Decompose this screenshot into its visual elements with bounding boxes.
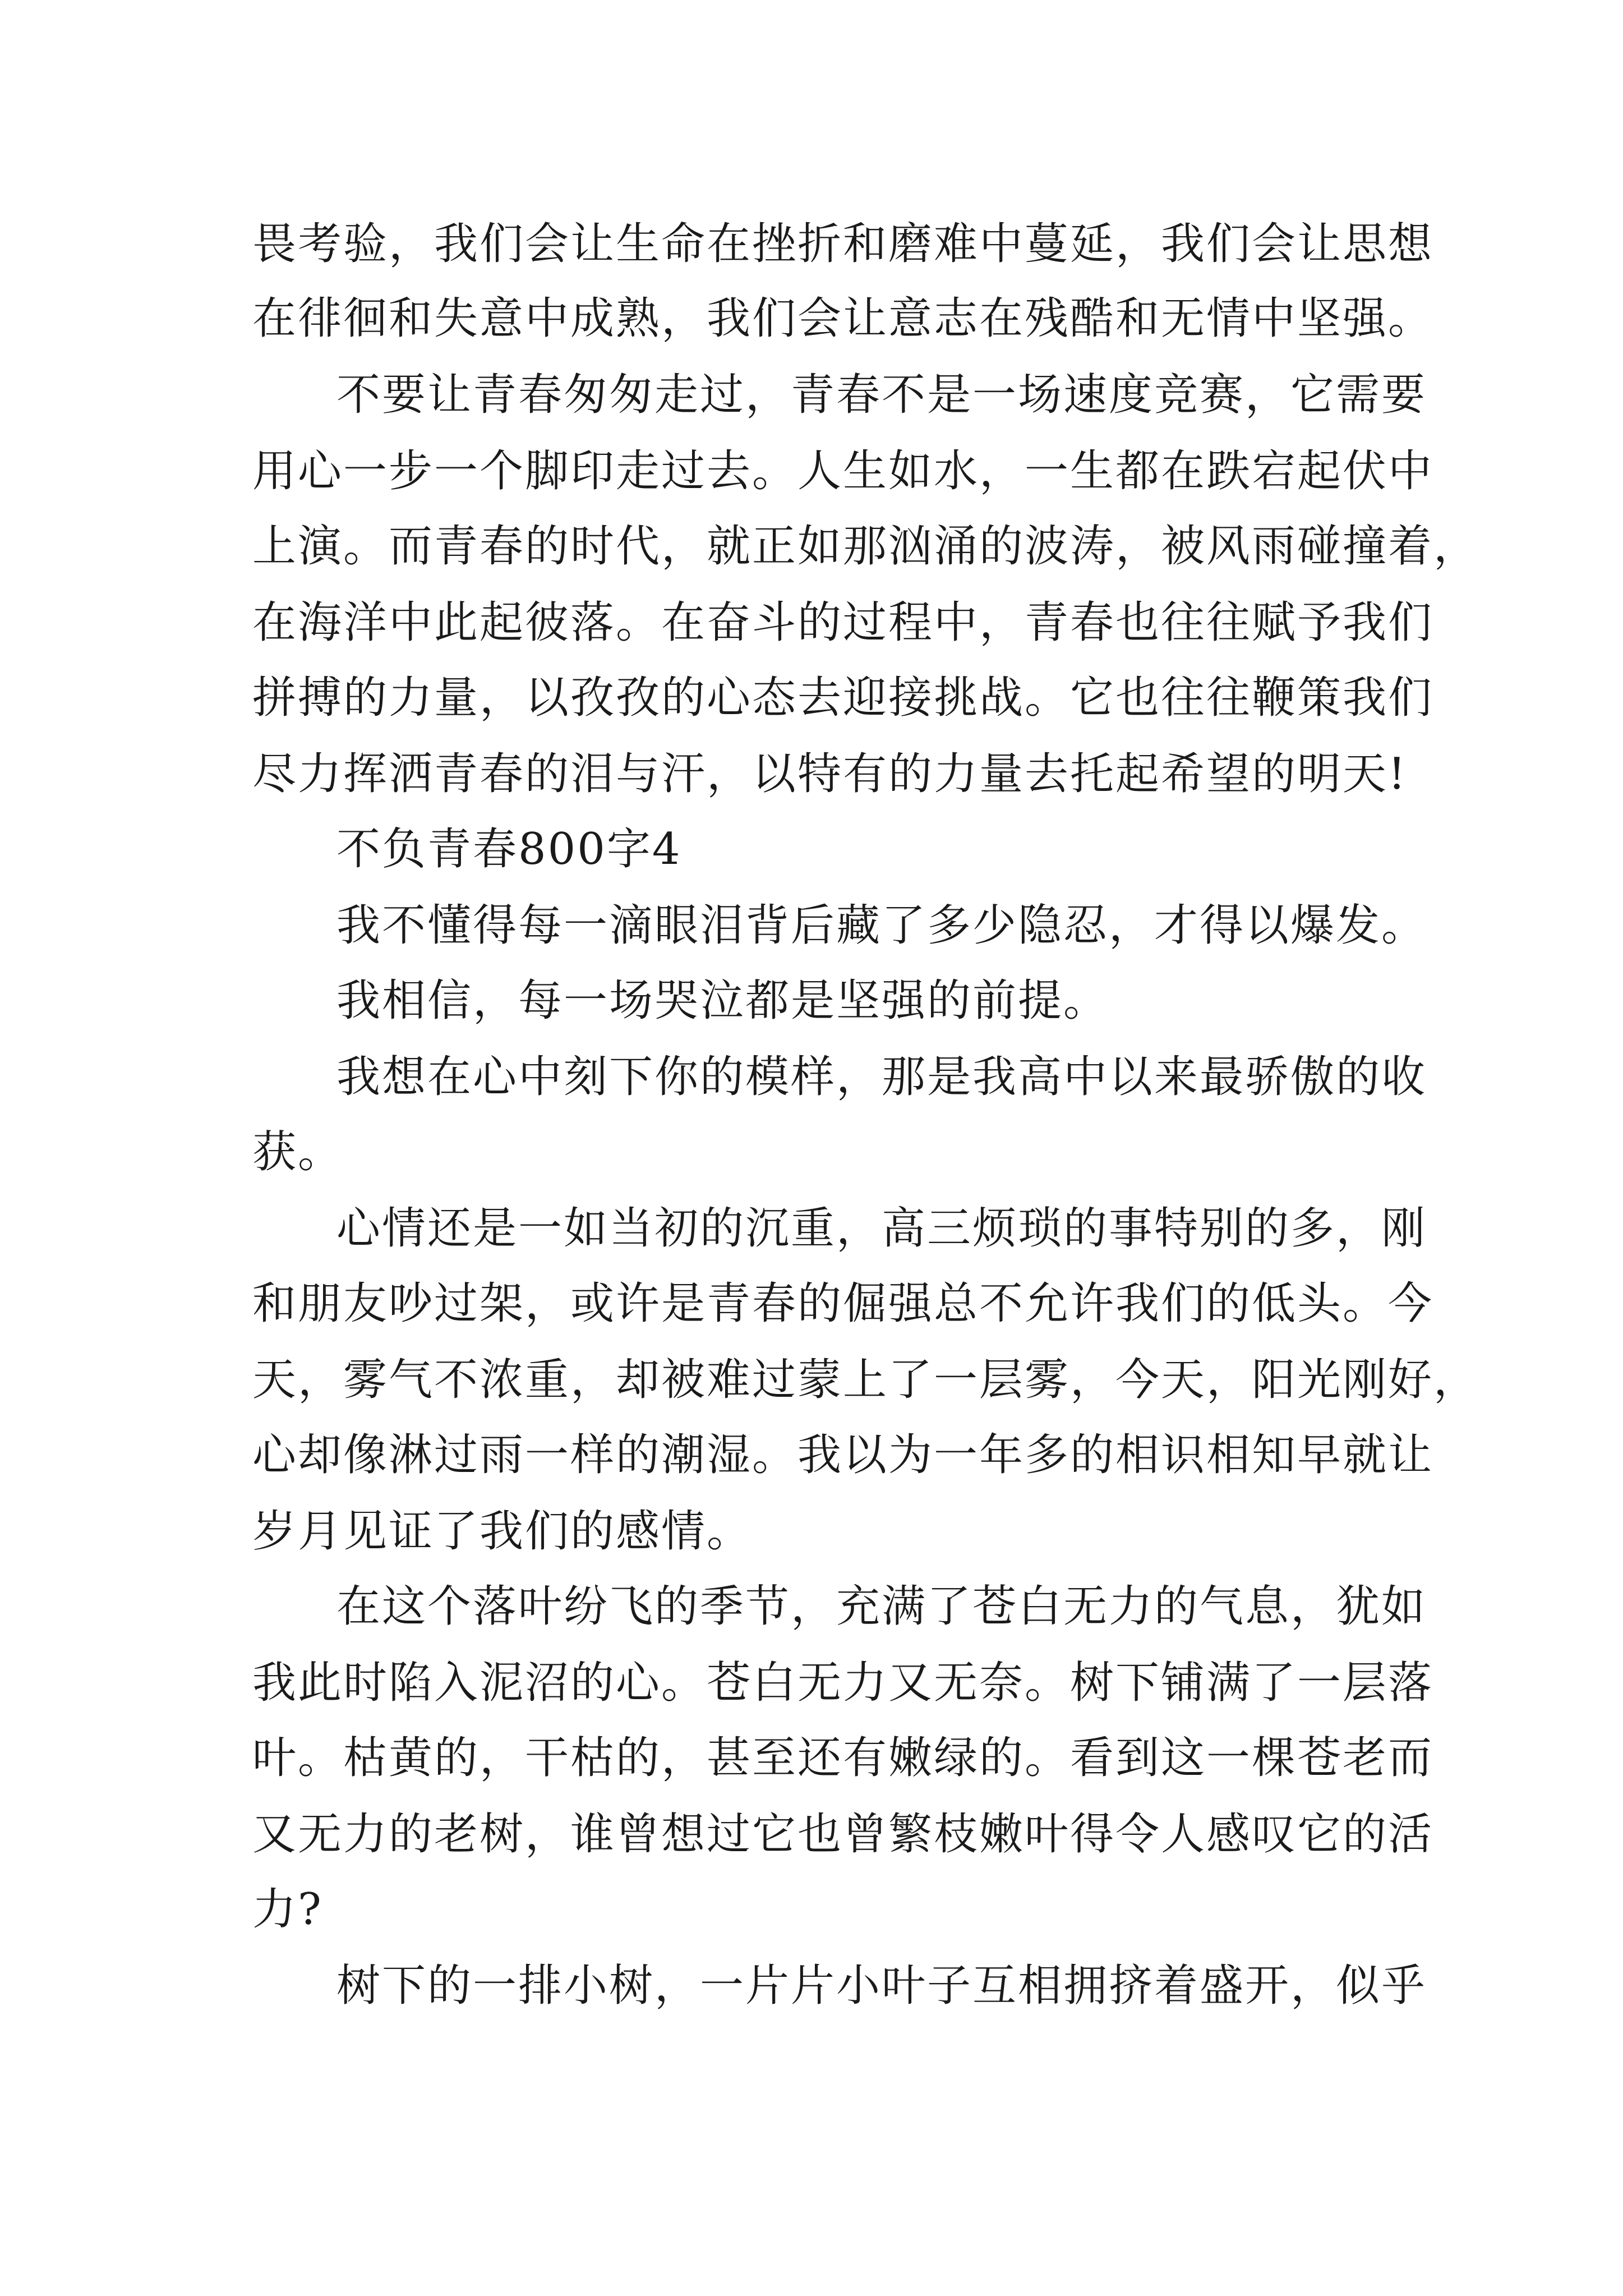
text-line: 拼搏的力量，以孜孜的心态去迎接挑战。它也往往鞭策我们 [252, 673, 1434, 723]
text-line: 在海洋中此起彼落。在奋斗的过程中，青春也往往赋予我们 [252, 597, 1434, 648]
paragraph-first-line: 我想在心中刻下你的模样，那是我高中以来最骄傲的收 [336, 1052, 1427, 1102]
text-line: 上演。而青春的时代，就正如那汹涌的波涛，被风雨碰撞着， [252, 521, 1479, 572]
paragraph-first-line: 不要让青春匆匆走过，青春不是一场速度竞赛，它需要 [336, 370, 1427, 420]
text-line: 尽力挥洒青春的泪与汗，以特有的力量去托起希望的明天! [252, 749, 1408, 799]
text-line: 畏考验，我们会让生命在挫折和磨难中蔓延，我们会让思想 [252, 219, 1434, 269]
paragraph-first-line: 我相信，每一场哭泣都是坚强的前提。 [336, 976, 1109, 1026]
text-line: 获。 [252, 1127, 344, 1177]
section-heading: 不负青春800字4 [336, 824, 682, 875]
text-line: 岁月见证了我们的感情。 [252, 1506, 753, 1557]
text-line: 天，雾气不浓重，却被难过蒙上了一层雾，今天，阳光刚好， [252, 1355, 1479, 1405]
text-line: 叶。枯黄的，干枯的，甚至还有嫩绿的。看到这一棵苍老而 [252, 1733, 1434, 1783]
paragraph-first-line: 我不懂得每一滴眼泪背后藏了多少隐忍，才得以爆发。 [336, 900, 1427, 951]
text-line: 力? [252, 1884, 323, 1935]
text-line: 和朋友吵过架，或许是青春的倔强总不允许我们的低头。今 [252, 1278, 1434, 1329]
paragraph-first-line: 在这个落叶纷飞的季节，充满了苍白无力的气息，犹如 [336, 1581, 1427, 1632]
text-line: 又无力的老树，谁曾想过它也曾繁枝嫩叶得令人感叹它的活 [252, 1809, 1434, 1860]
paragraph-first-line: 心情还是一如当初的沉重，高三烦琐的事特别的多，刚 [336, 1203, 1427, 1254]
text-line: 在徘徊和失意中成熟，我们会让意志在残酷和无情中坚强。 [252, 293, 1434, 344]
text-line: 用心一步一个脚印走过去。人生如水，一生都在跌宕起伏中 [252, 446, 1434, 496]
paragraph-first-line: 树下的一排小树，一片片小叶子互相拥挤着盛开，似乎 [336, 1961, 1427, 2011]
text-line: 我此时陷入泥沼的心。苍白无力又无奈。树下铺满了一层落 [252, 1658, 1434, 1708]
text-line: 心却像淋过雨一样的潮湿。我以为一年多的相识相知早就让 [252, 1430, 1434, 1480]
